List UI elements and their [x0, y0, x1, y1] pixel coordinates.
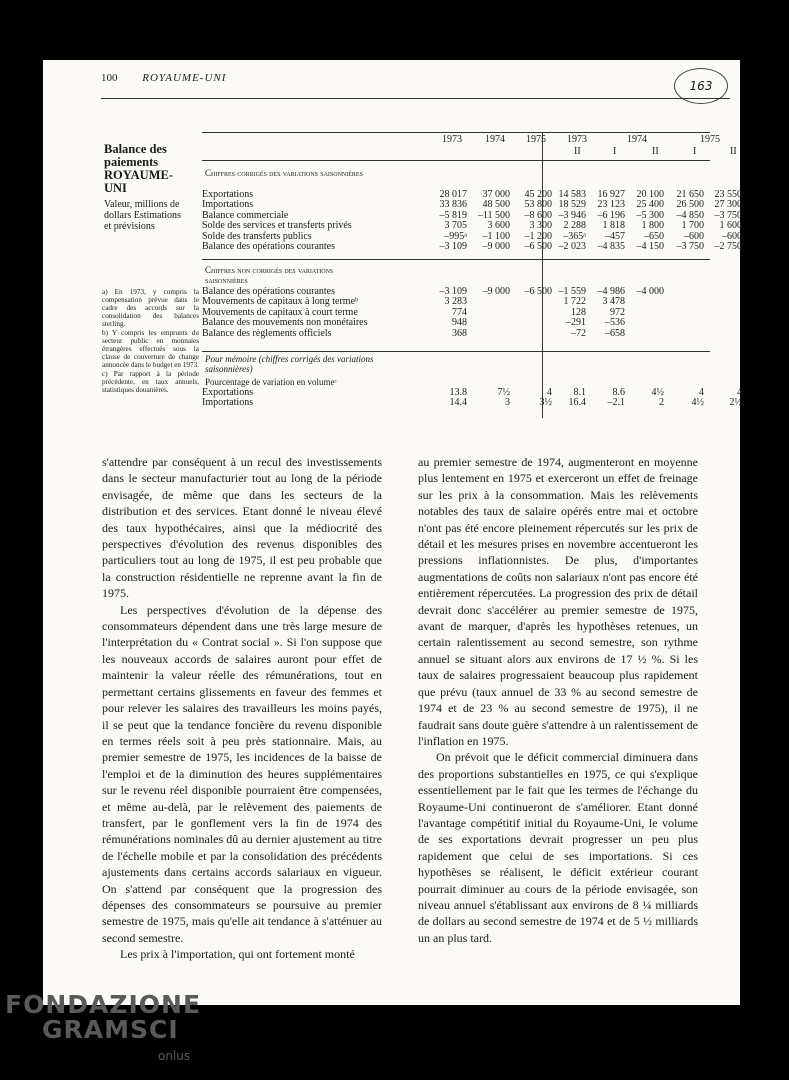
- table-cell: 21 650: [676, 189, 704, 200]
- table-cell: –8 600: [524, 209, 552, 221]
- table-cell: –6 196: [597, 209, 625, 221]
- table-cell: –3 109: [439, 241, 467, 252]
- row-label: Balance des règlements officiels: [202, 327, 332, 339]
- table-cell: –1 559: [558, 286, 586, 297]
- section-heading: Chiffres non corrigés des variations saisonnières: [205, 265, 334, 285]
- table-top-rule: [202, 132, 710, 133]
- table-cell: –1 200: [524, 230, 552, 242]
- table-cell: 18 529: [558, 199, 586, 211]
- section-subheading: Pourcentage de variation en volumeᶜ: [205, 377, 337, 387]
- table-cell: 13.8: [449, 387, 467, 398]
- table-cell: –4 835: [597, 241, 625, 252]
- semester-header: II: [652, 146, 659, 157]
- table-cell: –536: [605, 317, 625, 329]
- table-cell: 128: [571, 306, 586, 318]
- table-cell: 774: [452, 306, 467, 318]
- row-label: Importations: [202, 199, 254, 211]
- watermark-line3: onlus: [158, 1049, 191, 1063]
- year-header: 1975: [526, 134, 546, 145]
- row-label: Solde des services et transferts privés: [202, 220, 352, 232]
- header-rule: [101, 98, 730, 99]
- row-label: Solde des transferts publics: [202, 230, 312, 242]
- table-cell: –995ᵃ: [444, 230, 467, 242]
- table-cell: –600: [722, 230, 742, 242]
- table-row: [202, 199, 742, 211]
- table-cell: 2 288: [563, 220, 586, 232]
- year-header: 1974: [485, 134, 505, 145]
- paragraph: au premier semestre de 1974, augmenteront en moyenne plus lentement en 1975 et exerceront un effet de freinage sur les prix à la consommation. Mais les relèvements notables des taux de salaire opérés entre mai et octobre n'ont pas été encore pleinement répercutés sur les prix de détail et les mesures prises en novembre accentueront les pressions inflationnistes. De plus, d'importantes augmentations de coûts non salariaux n'ont pas encore été entièrement répercutées. La progression des prix de détail devrait donc s'accélérer au premier semestre de 1975, avant de marquer, d'après les hypothèses retenues, un certain ralentissement au second semestre, son rythme annuel se situant alors aux environs de 17 ½ %. Si les taux de salaires progressaient beaucoup plus rapidement que prévu (taux annuel de 33 % au second semestre de 1974 et de 23 % au second semestre de 1975), il ne faudrait sans doute guère s'attendre à un ralentissement de l'inflation en 1975.: [418, 455, 698, 748]
- table-cell: 1 700: [681, 220, 704, 232]
- table-cell: –6 500: [524, 241, 552, 252]
- table-cell: 4½: [651, 387, 664, 398]
- table-side-subtitle: Valeur, millions de dollars Estimations et prévisions: [104, 199, 181, 232]
- table-row: [202, 397, 742, 409]
- table-cell: –650: [644, 230, 664, 242]
- table-cell: –2 023: [558, 241, 586, 252]
- table-cell: –457: [605, 230, 625, 242]
- body-column-right: [418, 454, 698, 946]
- paragraph: Les perspectives d'évolution de la dépense des consommateurs dépendent dans une très large mesure de l'interprétation du « Contrat social ». Si l'on suppose que les nouveaux accords de salaires auront pour effet de maintenir la valeur réelle des rémunérations, tout en permettant certains glissements en faveur des femmes et pour relever les salaires des travailleurs les moins payés, il se peut que la tendance foncière du revenu disponible en termes réels soit à peu près stationnaire. Mais, au premier semestre de 1975, les incidences de la baisse de l'emploi et de la diminution des heures supplémentaires sur le revenu réel disponible pourraient être compensées, et même au-delà, par le relèvement des paiements de transfert, par le gonflement vers la fin de 1974 des rémunérations nominales dû au dernier ajustement au titre de l'échelle mobile et par la consolidation des précédents ajustements dans certains accords salariaux en vigueur. On s'attend par conséquent que la progression des dépenses des consommateurs se poursuive au premier semestre de 1975, mais qu'elle ait tendance à s'atténuer au second semestre.: [102, 602, 382, 945]
- watermark-line1: FONDAZIONE: [5, 990, 202, 1019]
- table-cell: 1 722: [563, 296, 586, 308]
- table-cell: 4: [699, 387, 704, 398]
- table-cell: –4 150: [636, 241, 664, 252]
- table-cell: –9 000: [482, 286, 510, 297]
- section-heading: Chiffres corrigés des variations saisonnières: [205, 168, 363, 178]
- paragraph: s'attendre par conséquent à un recul des investissements dans le secteur manufacturier tout au long de la période envisagée, de même que dans les secteurs de la distribution et des services. Etant donné le niveau élevé des taux hypothécaires, ainsi que la médiocrité des perspectives d'évolution des revenus disponibles des particuliers tout au long de 1975, il est peu probable que la construction résidentielle ne reprenne avant la fin de 1975.: [102, 455, 382, 601]
- table-cell: 53 800: [524, 199, 552, 211]
- table-cell: 16.4: [568, 397, 586, 409]
- semester-header: I: [613, 146, 617, 157]
- table-cell: –11 500: [477, 209, 510, 221]
- page-number: 100: [101, 72, 118, 84]
- table-cell: 27 300: [714, 199, 742, 211]
- table-row: [202, 297, 712, 307]
- table-row: [202, 241, 742, 252]
- row-label: Mouvements de capitaux à court terme: [202, 306, 358, 318]
- year-header: 1973: [567, 134, 587, 145]
- table-cell: 1 800: [641, 220, 664, 232]
- table-cell: 3 300: [529, 220, 552, 232]
- footnote-b: b) Y compris les emprunts du secteur public en monnaies étrangères effectués sous la clause de couverture de change annoncée dans le budget en 1973.: [102, 329, 199, 369]
- table-cell: 4: [737, 387, 742, 398]
- table-cell: 25 400: [636, 199, 664, 211]
- semester-header: II: [574, 146, 581, 157]
- table-cell: 3 600: [487, 220, 510, 232]
- table-cell: 4: [547, 387, 552, 398]
- table-cell: 48 500: [482, 199, 510, 211]
- table-cell: –3 750: [676, 241, 704, 252]
- table-cell: –365ᵃ: [563, 230, 586, 242]
- table-cell: 14.4: [449, 397, 467, 409]
- table-cell: –4 000: [636, 286, 664, 297]
- table-cell: 28 017: [439, 189, 467, 200]
- table-row: [202, 318, 712, 328]
- row-label: Balance commerciale: [202, 209, 289, 221]
- table-cell: 23 123: [597, 199, 625, 211]
- row-label: Balance des opérations courantes: [202, 241, 336, 252]
- section-rule: [202, 351, 710, 352]
- table-cell: –4 986: [597, 286, 625, 297]
- table-cell: 1 600: [719, 220, 742, 232]
- table-cell: –4 850: [676, 209, 704, 221]
- paragraph: On prévoit que le déficit commercial diminuera dans des proportions substantielles en 1975, ce qui s'explique essentiellement par le fait que les termes de l'échange du Royaume-Uni continueront de s'améliorer. Etant donné l'avantage compétitif initial du Royaume-Uni, le volume de ses exportations devrait progresser un peu plus rapidement que celui de ses importations. Si ces hypothèses se réalisent, le déficit extérieur courant pourrait diminuer au cours de la période envisagée, son niveau annuel s'établissant aux environs de 8 ¼ milliards de dollars au second semestre de 1974 et de 5 ½ milliards un an plus tard.: [418, 750, 698, 945]
- semester-header: II: [730, 146, 737, 157]
- table-cell: –72: [571, 327, 586, 339]
- table-row: [202, 329, 712, 339]
- row-label: Mouvements de capitaux à long termeᵇ: [202, 296, 359, 308]
- document-page: [43, 60, 740, 1005]
- table-cell: 2½: [729, 397, 742, 409]
- table-cell: –291: [566, 317, 586, 329]
- year-header: 1973: [442, 134, 462, 145]
- table-cell: 3: [505, 397, 510, 409]
- archive-stamp: 163: [674, 68, 728, 104]
- year-header: 1975: [700, 134, 720, 145]
- year-header: 1974: [627, 134, 647, 145]
- table-cell: 16 927: [597, 189, 625, 200]
- row-label: Exportations: [202, 189, 254, 200]
- body-column-left: [102, 454, 382, 963]
- header-title: ROYAUME-UNI: [142, 72, 227, 84]
- table-cell: –3 750: [714, 209, 742, 221]
- table-cell: 45 200: [524, 189, 552, 200]
- table-cell: 4½: [691, 397, 704, 409]
- table-cell: 3 478: [602, 296, 625, 308]
- table-cell: –658: [605, 327, 625, 339]
- table-cell: –3 946: [558, 209, 586, 221]
- footnote-c: c) Par rapport à la période précédente, en taux annuels, statistiques douanières.: [102, 370, 199, 394]
- table-cell: –5 819: [439, 209, 467, 221]
- table-cell: –9 000: [482, 241, 510, 252]
- table-cell: 14 583: [558, 189, 586, 200]
- row-label: Exportations: [202, 387, 254, 398]
- table-footnotes: [102, 288, 199, 395]
- semester-header: I: [693, 146, 697, 157]
- table-cell: 948: [452, 317, 467, 329]
- table-cell: –3 109: [439, 286, 467, 297]
- table-cell: 3½: [539, 397, 552, 409]
- table-cell: –1 100: [482, 230, 510, 242]
- table-cell: 368: [452, 327, 467, 339]
- table-cell: –5 300: [636, 209, 664, 221]
- row-label: Balance des mouvements non monétaires: [202, 317, 368, 329]
- table-head-rule: [202, 160, 710, 161]
- table-cell: 3 283: [444, 296, 467, 308]
- row-label: Balance des opérations courantes: [202, 286, 336, 297]
- table-cell: –600: [684, 230, 704, 242]
- table-cell: 20 100: [636, 189, 664, 200]
- table-cell: –2 750: [714, 241, 742, 252]
- row-label: Importations: [202, 397, 254, 409]
- table-cell: 8.6: [612, 387, 625, 398]
- paragraph: Les prix à l'importation, qui ont fortement monté: [120, 947, 355, 962]
- running-header: [101, 72, 226, 84]
- table-cell: 26 500: [676, 199, 704, 211]
- table-cell: 7½: [497, 387, 510, 398]
- table-divider: [542, 132, 543, 418]
- table-cell: 8.1: [573, 387, 586, 398]
- footnote-a: a) En 1973, y compris la compensation prévue dans le cadre des accords sur la consolidation des balances sterling.: [102, 288, 199, 328]
- table-cell: –6 500: [524, 286, 552, 297]
- section-rule: [202, 259, 710, 260]
- table-cell: 3 705: [444, 220, 467, 232]
- table-cell: 23 550: [714, 189, 742, 200]
- table-cell: 1 818: [602, 220, 625, 232]
- table-cell: 37 000: [482, 189, 510, 200]
- table-side-title: Balance des paiements ROYAUME-UNI: [104, 142, 173, 195]
- section-heading: Pour mémoire (chiffres corrigés des variations saisonnières): [205, 354, 374, 374]
- table-row: [202, 220, 742, 232]
- table-cell: –2.1: [607, 397, 625, 409]
- table-cell: 972: [610, 306, 625, 318]
- table-cell: 33 836: [439, 199, 467, 211]
- table-cell: 2: [659, 397, 664, 409]
- watermark-line2: GRAMSCI: [42, 1015, 179, 1044]
